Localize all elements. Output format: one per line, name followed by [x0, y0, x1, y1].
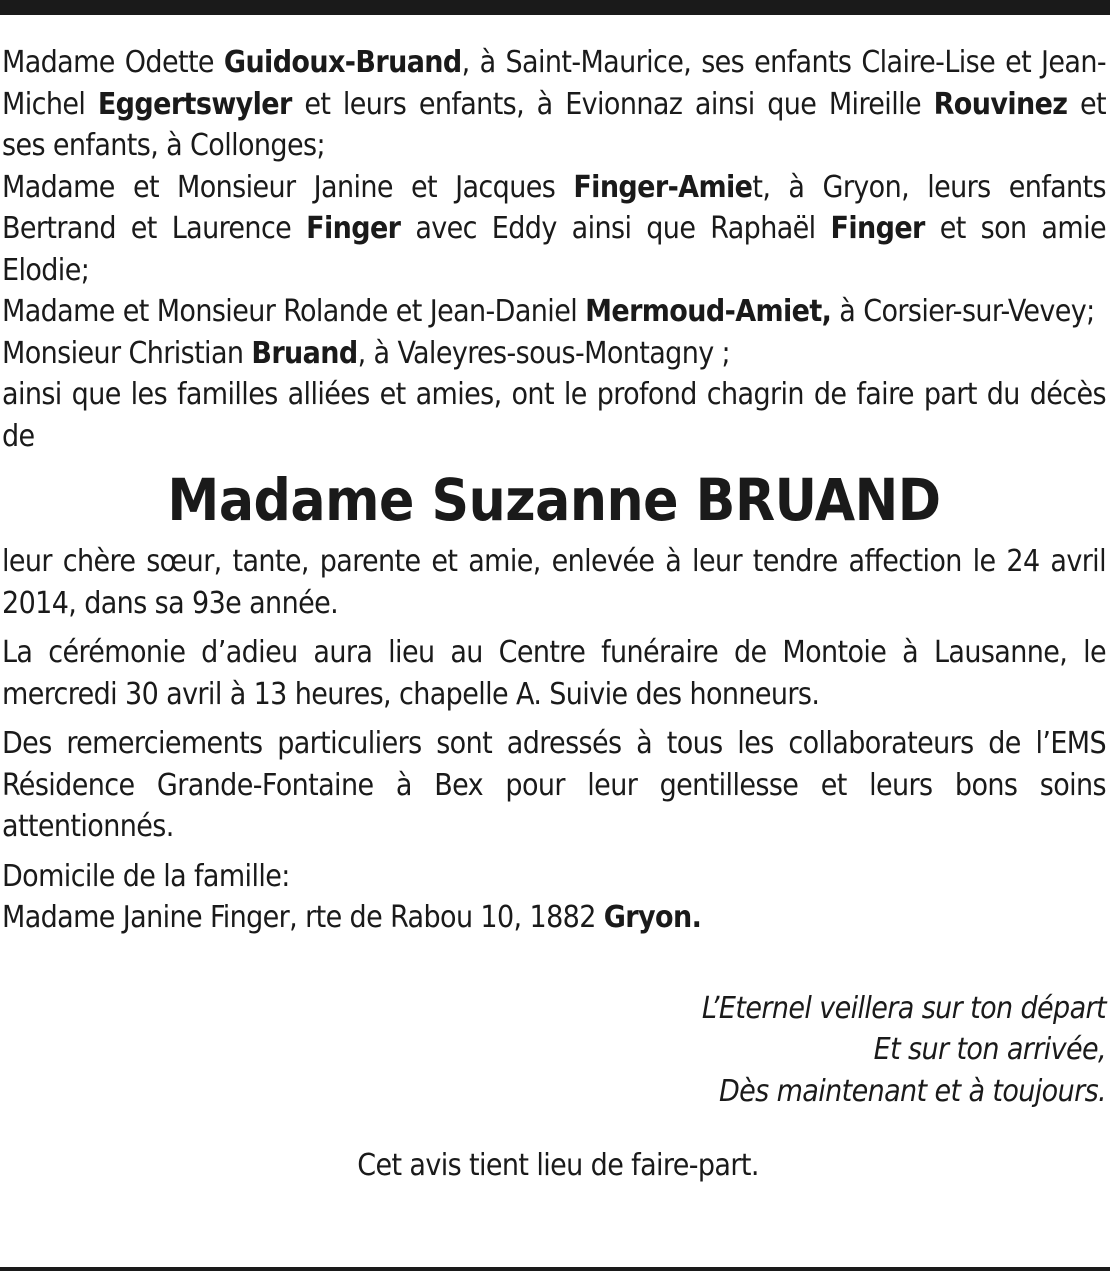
thanks-paragraph: Des remerciements particuliers sont adressés à tous les collaborateurs de l’EMS Résidence Grande-Fontaine à Bex pour leur gentillesse et leurs bons soins attentionnés.: [2, 726, 1106, 844]
domicile-town: Gryon.: [603, 900, 702, 935]
family-list: [2, 42, 1106, 457]
poem-line: L’Eternel veillera sur ton départ: [701, 990, 1106, 1026]
top-rule: [0, 0, 1110, 15]
obituary-notice: [2, 42, 1106, 1187]
poem-line: Dès maintenant et à toujours.: [718, 1073, 1106, 1109]
surname: Rouvinez: [933, 86, 1068, 122]
poem: [2, 988, 1106, 1113]
surname: Finger: [306, 211, 401, 246]
footer-note: Cet avis tient lieu de faire-part.: [357, 1148, 759, 1183]
surname: Finger: [830, 211, 925, 246]
family-line-bruand: Monsieur Christian Bruand, à Valeyres-sous-Montagny ;: [2, 335, 731, 371]
surname: Mermoud-Amiet,: [585, 294, 832, 329]
surname: Bruand: [251, 335, 358, 371]
family-line-finger: Madame et Monsieur Janine et Jacques Finger-Amiet, à Gryon, leurs enfants Bertrand et Laurence Finger avec Eddy ainsi que Raphaël Finger et son amie Elodie;: [2, 169, 1106, 288]
domicile-address: Madame Janine Finger, rte de Rabou 10, 1882: [2, 900, 604, 935]
domicile-block: [2, 856, 1106, 939]
tribute-paragraph: leur chère sœur, tante, parente et amie, enlevée à leur tendre affection le 24 avril 2014, dans sa 93e année.: [2, 544, 1106, 621]
ceremony-paragraph: La cérémonie d’adieu aura lieu au Centre funéraire de Montoie à Lausanne, le mercredi 30 avril à 13 heures, chapelle A. Suivie des honneurs.: [2, 635, 1106, 712]
family-closing: ainsi que les familles alliées et amies, ont le profond chagrin de faire part du décès de: [2, 377, 1106, 454]
bottom-rule: [0, 1267, 1110, 1271]
deceased-name: Madame Suzanne BRUAND: [167, 466, 941, 534]
surname: Eggertswyler: [97, 86, 292, 122]
surname: Guidoux-Bruand: [223, 45, 462, 80]
surname: Finger-Amie: [573, 169, 753, 205]
family-line-mermoud: Madame et Monsieur Rolande et Jean-Daniel Mermoud-Amiet, à Corsier-sur-Vevey;: [2, 294, 1095, 329]
poem-line: Et sur ton arrivée,: [873, 1032, 1106, 1067]
domicile-label: Domicile de la famille:: [2, 858, 290, 894]
family-line-guidoux: Madame Odette Guidoux-Bruand, à Saint-Maurice, ses enfants Claire-Lise et Jean-Michel Eggertswyler et leurs enfants, à Evionnaz ainsi que Mireille Rouvinez et ses enfants, à Collonges;: [2, 45, 1106, 163]
